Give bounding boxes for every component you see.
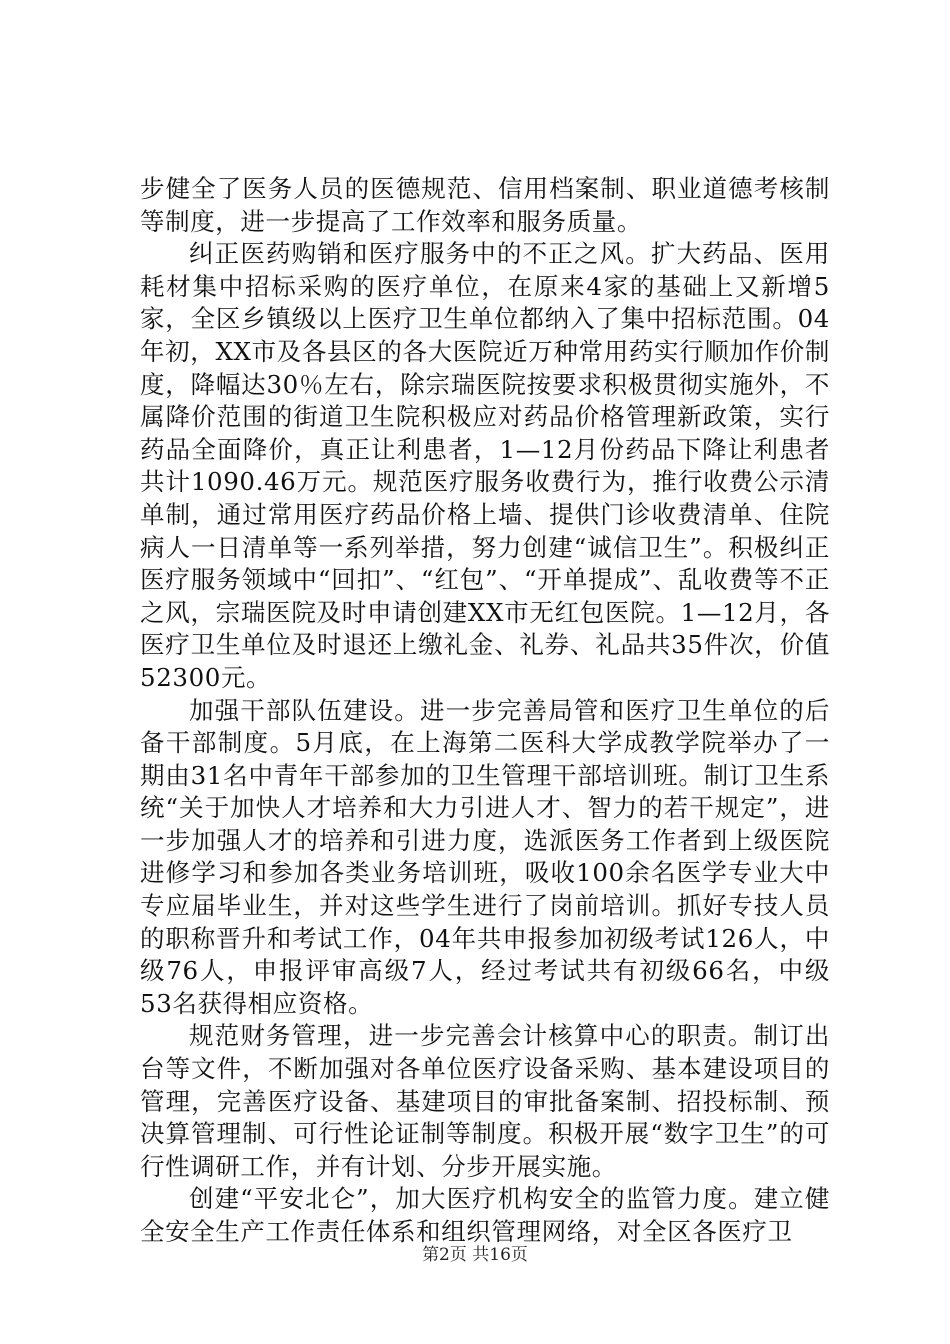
paragraph-safety-supervision: 创建“平安北仑”，加大医疗机构安全的监管力度。建立健全安全生产工作责任体系和组织管理网络，对全区各医疗卫 (140, 1184, 830, 1246)
paragraph-rectify-malpractice: 纠正医药购销和医疗服务中的不正之风。扩大药品、医用耗材集中招标采购的医疗单位，在原来4家的基础上又新增5家，全区乡镇级以上医疗卫生单位都纳入了集中招标范围。04年初，XX市及各县区的各大医院近万种常用药实行顺加作价制度，降幅达30％左右，除宗瑞医院按要求积极贯彻实施外，不属降价范围的街道卫生院积极应对药品价格管理新政策，实行药品全面降价，真正让利患者，1—12月份药品下降让利患者共计1090.46万元。规范医疗服务收费行为，推行收费公示清单制，通过常用医疗药品价格上墙、提供门诊收费清单、住院病人一日清单等一系列举措，努力创建“诚信卫生”。积极纠正医疗服务领域中“回扣”、“红包”、“开单提成”、乱收费等不正之风，宗瑞医院及时申请创建XX市无红包医院。1—12月，各医疗卫生单位及时退还上缴礼金、礼券、礼品共35件次，价值52300元。 (140, 239, 830, 692)
paragraph-continuation: 步健全了医务人员的医德规范、信用档案制、职业道德考核制等制度，进一步提高了工作效率和服务质量。 (140, 174, 830, 236)
paragraph-cadre-building: 加强干部队伍建设。进一步完善局管和医疗卫生单位的后备干部制度。5月底，在上海第二医科大学成教学院举办了一期由31名中青年干部参加的卫生管理干部培训班。制订卫生系统“关于加快人才培养和大力引进人才、智力的若干规定”，进一步加强人才的培养和引进力度，选派医务工作者到上级医院进修学习和参加各类业务培训班，吸收100余名医学专业大中专应届毕业生，并对这些学生进行了岗前培训。抓好专技人员的职称晋升和考试工作，04年共申报参加初级考试126人，中级76人，申报评审高级7人，经过考试共有初级66名，中级53名获得相应资格。 (140, 695, 830, 1018)
page-number-footer: 第2页 共16页 (422, 1245, 528, 1265)
paragraph-financial-management: 规范财务管理，进一步完善会计核算中心的职责。制订出台等文件，不断加强对各单位医疗设备采购、基本建设项目的管理，完善医疗设备、基建项目的审批备案制、招投标制、预决算管理制、可行性论证制等制度。积极开展“数字卫生”的可行性调研工作，并有计划、分步开展实施。 (140, 1021, 830, 1181)
document-body (140, 173, 830, 1249)
